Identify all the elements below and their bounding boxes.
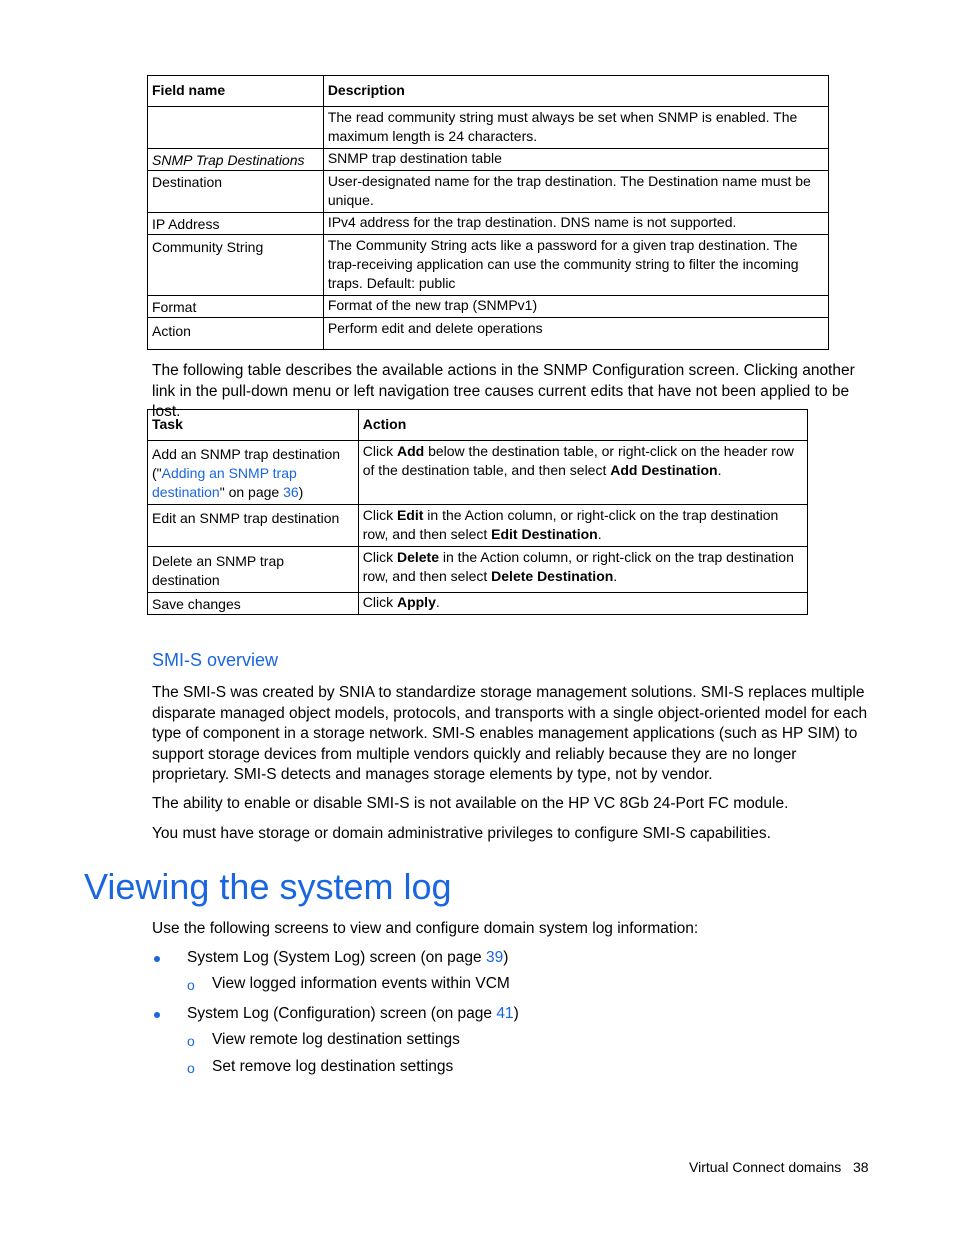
- bullet-dot-icon: [154, 956, 160, 962]
- table-row: [148, 149, 829, 171]
- action-bold-edit-destination: Edit Destination: [491, 526, 598, 542]
- action-text: in the Action column, or right-click on the trap destination row, and then select: [362, 549, 794, 584]
- table-row: [148, 547, 808, 593]
- column-header-task: Task: [148, 410, 359, 441]
- table-row: [148, 593, 808, 615]
- action-cell: [358, 593, 807, 615]
- sub-bullet-icon: o: [187, 1033, 195, 1049]
- table-header-row: [148, 410, 808, 441]
- smis-paragraph-2: The ability to enable or disable SMI-S is not available on the HP VC 8Gb 24-Port FC module.: [152, 795, 789, 812]
- action-text: Click: [362, 549, 397, 565]
- sub-bullet-icon: o: [187, 1060, 195, 1076]
- sub-bullet-icon: o: [187, 977, 195, 993]
- description-cell: IPv4 address for the trap destination. DNS name is not supported.: [323, 213, 828, 235]
- page-39-link[interactable]: 39: [485, 949, 504, 966]
- field-cell: SNMP Trap Destinations: [148, 149, 324, 171]
- bullet-dot-icon: [154, 1012, 160, 1018]
- on-page-text: " on page: [219, 484, 284, 500]
- page-36-link[interactable]: 36: [283, 484, 299, 500]
- field-description-table: [147, 75, 829, 350]
- sub-bullet-view-remote: View remote log destination settings: [212, 1031, 460, 1048]
- field-cell: Community String: [148, 235, 324, 296]
- smis-paragraph-1: The SMI-S was created by SNIA to standardize storage management solutions. SMI-S replaces multiple disparate managed object models, protocols, and transports with a single object-oriented model for each type of component in a storage network. SMI-S enables management applications (such as HP SIM) to support storage devices from multiple vendors quickly and reliably because they are no longer proprietary. SMI-S detects and manages storage elements by type, not by vendor.: [152, 684, 868, 783]
- action-text: .: [435, 594, 440, 610]
- description-cell: User-designated name for the trap destination. The Destination name must be unique.: [323, 171, 828, 213]
- column-header-description: Description: [323, 76, 828, 107]
- action-text: below the destination table, or right-click on the header row of the destination table, and then select: [362, 443, 794, 478]
- field-cell: Destination: [148, 171, 324, 213]
- action-bold-add-destination: Add Destination: [610, 462, 718, 478]
- table-header-row: [148, 76, 829, 107]
- column-header-action: Action: [358, 410, 807, 441]
- viewing-system-log-heading: Viewing the system log: [84, 866, 452, 907]
- action-text: Click: [362, 507, 397, 523]
- action-cell: [358, 441, 807, 505]
- task-cell: [148, 441, 359, 505]
- table-row: [148, 235, 829, 296]
- description-cell: SNMP trap destination table: [323, 149, 828, 171]
- field-cell: Action: [148, 318, 324, 350]
- smis-overview-heading: SMI-S overview: [152, 650, 279, 670]
- description-cell: The Community String acts like a password for a given trap destination. The trap-receiving application can use the community string to filter the incoming traps. Default: public: [323, 235, 828, 296]
- action-bold-delete: Delete: [396, 549, 439, 565]
- quote-open: (": [152, 465, 162, 481]
- bullet-item-system-log: [187, 949, 508, 967]
- table-row: [148, 107, 829, 149]
- action-bold-apply: Apply: [396, 594, 436, 610]
- action-text: Click: [362, 443, 397, 459]
- task-cell: Save changes: [148, 593, 359, 615]
- action-text: in the Action column, or right-click on the trap destination row, and then select: [362, 507, 779, 542]
- action-text: .: [613, 568, 618, 584]
- description-cell: Perform edit and delete operations: [323, 318, 828, 350]
- field-cell: Format: [148, 296, 324, 318]
- table-row: [148, 296, 829, 318]
- description-cell: The read community string must always be set when SNMP is enabled. The maximum length is 24 characters.: [323, 107, 828, 149]
- bullet-text: System Log (Configuration) screen (on page: [187, 1005, 497, 1022]
- task-action-table: [147, 409, 808, 615]
- smis-paragraph-3: You must have storage or domain administrative privileges to configure SMI-S capabilities.: [152, 825, 771, 842]
- sub-bullet-view-logged: View logged information events within VCM: [212, 975, 510, 992]
- table-row: [148, 213, 829, 235]
- action-text: .: [717, 462, 722, 478]
- bullet-item-system-log-config: [187, 1005, 519, 1023]
- table-row: [148, 505, 808, 547]
- table-row: [148, 171, 829, 213]
- sub-bullet-set-remove: Set remove log destination settings: [212, 1058, 454, 1075]
- field-cell: IP Address: [148, 213, 324, 235]
- page-41-link[interactable]: 41: [496, 1005, 514, 1022]
- bullet-text: System Log (System Log) screen (on page: [187, 949, 486, 966]
- column-header-field-name: Field name: [148, 76, 324, 107]
- adding-snmp-trap-destination-link[interactable]: Adding an SNMP trap destination: [152, 465, 297, 500]
- action-bold-add: Add: [396, 443, 425, 459]
- description-cell: Format of the new trap (SNMPv1): [323, 296, 828, 318]
- field-cell: [148, 107, 324, 149]
- table-row: [148, 441, 808, 505]
- paren-close: ): [298, 484, 304, 500]
- action-text: .: [597, 526, 602, 542]
- task-text: Add an SNMP trap destination: [152, 446, 341, 462]
- action-cell: [358, 547, 807, 593]
- action-bold-delete-destination: Delete Destination: [491, 568, 614, 584]
- action-text: Click: [362, 594, 397, 610]
- paren-close: ): [503, 949, 509, 966]
- intro-paragraph: The following table describes the available actions in the SNMP Configuration screen. Clicking another link in the pull-down menu or left navigation tree causes current edits that have not been applied to be lost.: [152, 362, 855, 420]
- system-log-intro: Use the following screens to view and configure domain system log information:: [152, 920, 699, 937]
- task-cell: Delete an SNMP trap destination: [148, 547, 359, 593]
- action-cell: [358, 505, 807, 547]
- table-row: [148, 318, 829, 350]
- footer-section-name: Virtual Connect domains: [689, 1159, 842, 1175]
- action-bold-edit: Edit: [396, 507, 424, 523]
- paren-close: ): [513, 1005, 519, 1022]
- footer-page-number: 38: [853, 1159, 869, 1175]
- task-cell: Edit an SNMP trap destination: [148, 505, 359, 547]
